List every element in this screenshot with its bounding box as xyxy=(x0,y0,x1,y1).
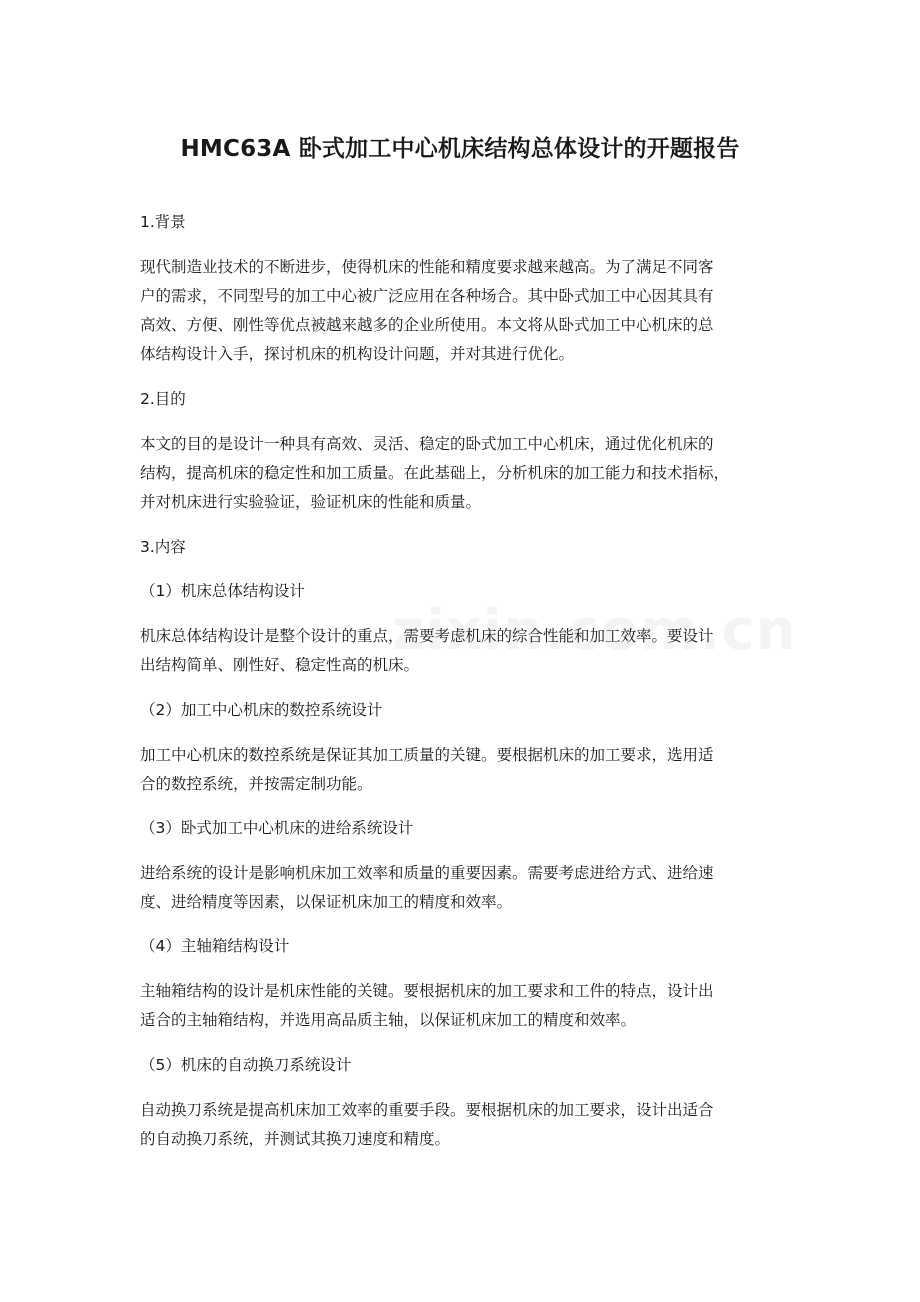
paragraph-feed-system xyxy=(140,859,800,917)
paragraph-purpose xyxy=(140,430,800,517)
document-title: HMC63A 卧式加工中心机床结构总体设计的开题报告 xyxy=(180,136,740,162)
paragraph-line: 加工中心机床的数控系统是保证其加工质量的关键。要根据机床的加工要求，选用适 xyxy=(140,746,714,764)
paragraph-line: 结构，提高机床的稳定性和加工质量。在此基础上，分析机床的加工能力和技术指标， xyxy=(140,464,730,482)
subsection-heading-cnc-system: （2）加工中心机床的数控系统设计 xyxy=(140,701,383,719)
paragraph-overall-structure xyxy=(140,622,800,680)
paragraph-line: 体结构设计入手，探讨机床的机构设计问题，并对其进行优化。 xyxy=(140,345,575,363)
paragraph-line: 机床总体结构设计是整个设计的重点，需要考虑机床的综合性能和加工效率。要设计 xyxy=(140,627,714,645)
paragraph-line: 度、进给精度等因素，以保证机床加工的精度和效率。 xyxy=(140,893,513,911)
subsection-heading-tool-changer: （5）机床的自动换刀系统设计 xyxy=(140,1056,352,1074)
paragraph-line: 的自动换刀系统，并测试其换刀速度和精度。 xyxy=(140,1130,451,1148)
subsection-heading-feed-system: （3）卧式加工中心机床的进给系统设计 xyxy=(140,819,414,837)
subsection-heading-spindle-box: （4）主轴箱结构设计 xyxy=(140,937,290,955)
paragraph-line: 主轴箱结构的设计是机床性能的关键。要根据机床的加工要求和工件的特点，设计出 xyxy=(140,982,714,1000)
paragraph-line: 出结构简单、刚性好、稳定性高的机床。 xyxy=(140,656,420,674)
paragraph-cnc-system xyxy=(140,741,800,799)
paragraph-line: 户的需求，不同型号的加工中心被广泛应用在各种场合。其中卧式加工中心因其具有 xyxy=(140,287,714,305)
paragraph-line: 进给系统的设计是影响机床加工效率和质量的重要因素。需要考虑进给方式、进给速 xyxy=(140,864,714,882)
paragraph-line: 高效、方便、刚性等优点被越来越多的企业所使用。本文将从卧式加工中心机床的总 xyxy=(140,316,714,334)
paragraph-line: 合的数控系统，并按需定制功能。 xyxy=(140,775,373,793)
section-heading-content: 3.内容 xyxy=(140,538,186,556)
subsection-heading-overall-structure: （1）机床总体结构设计 xyxy=(140,582,305,600)
paragraph-spindle-box xyxy=(140,977,800,1035)
section-heading-background: 1.背景 xyxy=(140,213,186,231)
paragraph-line: 现代制造业技术的不断进步，使得机床的性能和精度要求越来越高。为了满足不同客 xyxy=(140,258,714,276)
paragraph-background xyxy=(140,253,800,369)
paragraph-line: 本文的目的是设计一种具有高效、灵活、稳定的卧式加工中心机床，通过优化机床的 xyxy=(140,435,714,453)
paragraph-line: 并对机床进行实验验证，验证机床的性能和质量。 xyxy=(140,493,482,511)
section-heading-purpose: 2.目的 xyxy=(140,390,186,408)
paragraph-tool-changer xyxy=(140,1096,800,1154)
paragraph-line: 适合的主轴箱结构，并选用高品质主轴，以保证机床加工的精度和效率。 xyxy=(140,1011,637,1029)
paragraph-line: 自动换刀系统是提高机床加工效率的重要手段。要根据机床的加工要求，设计出适合 xyxy=(140,1101,714,1119)
